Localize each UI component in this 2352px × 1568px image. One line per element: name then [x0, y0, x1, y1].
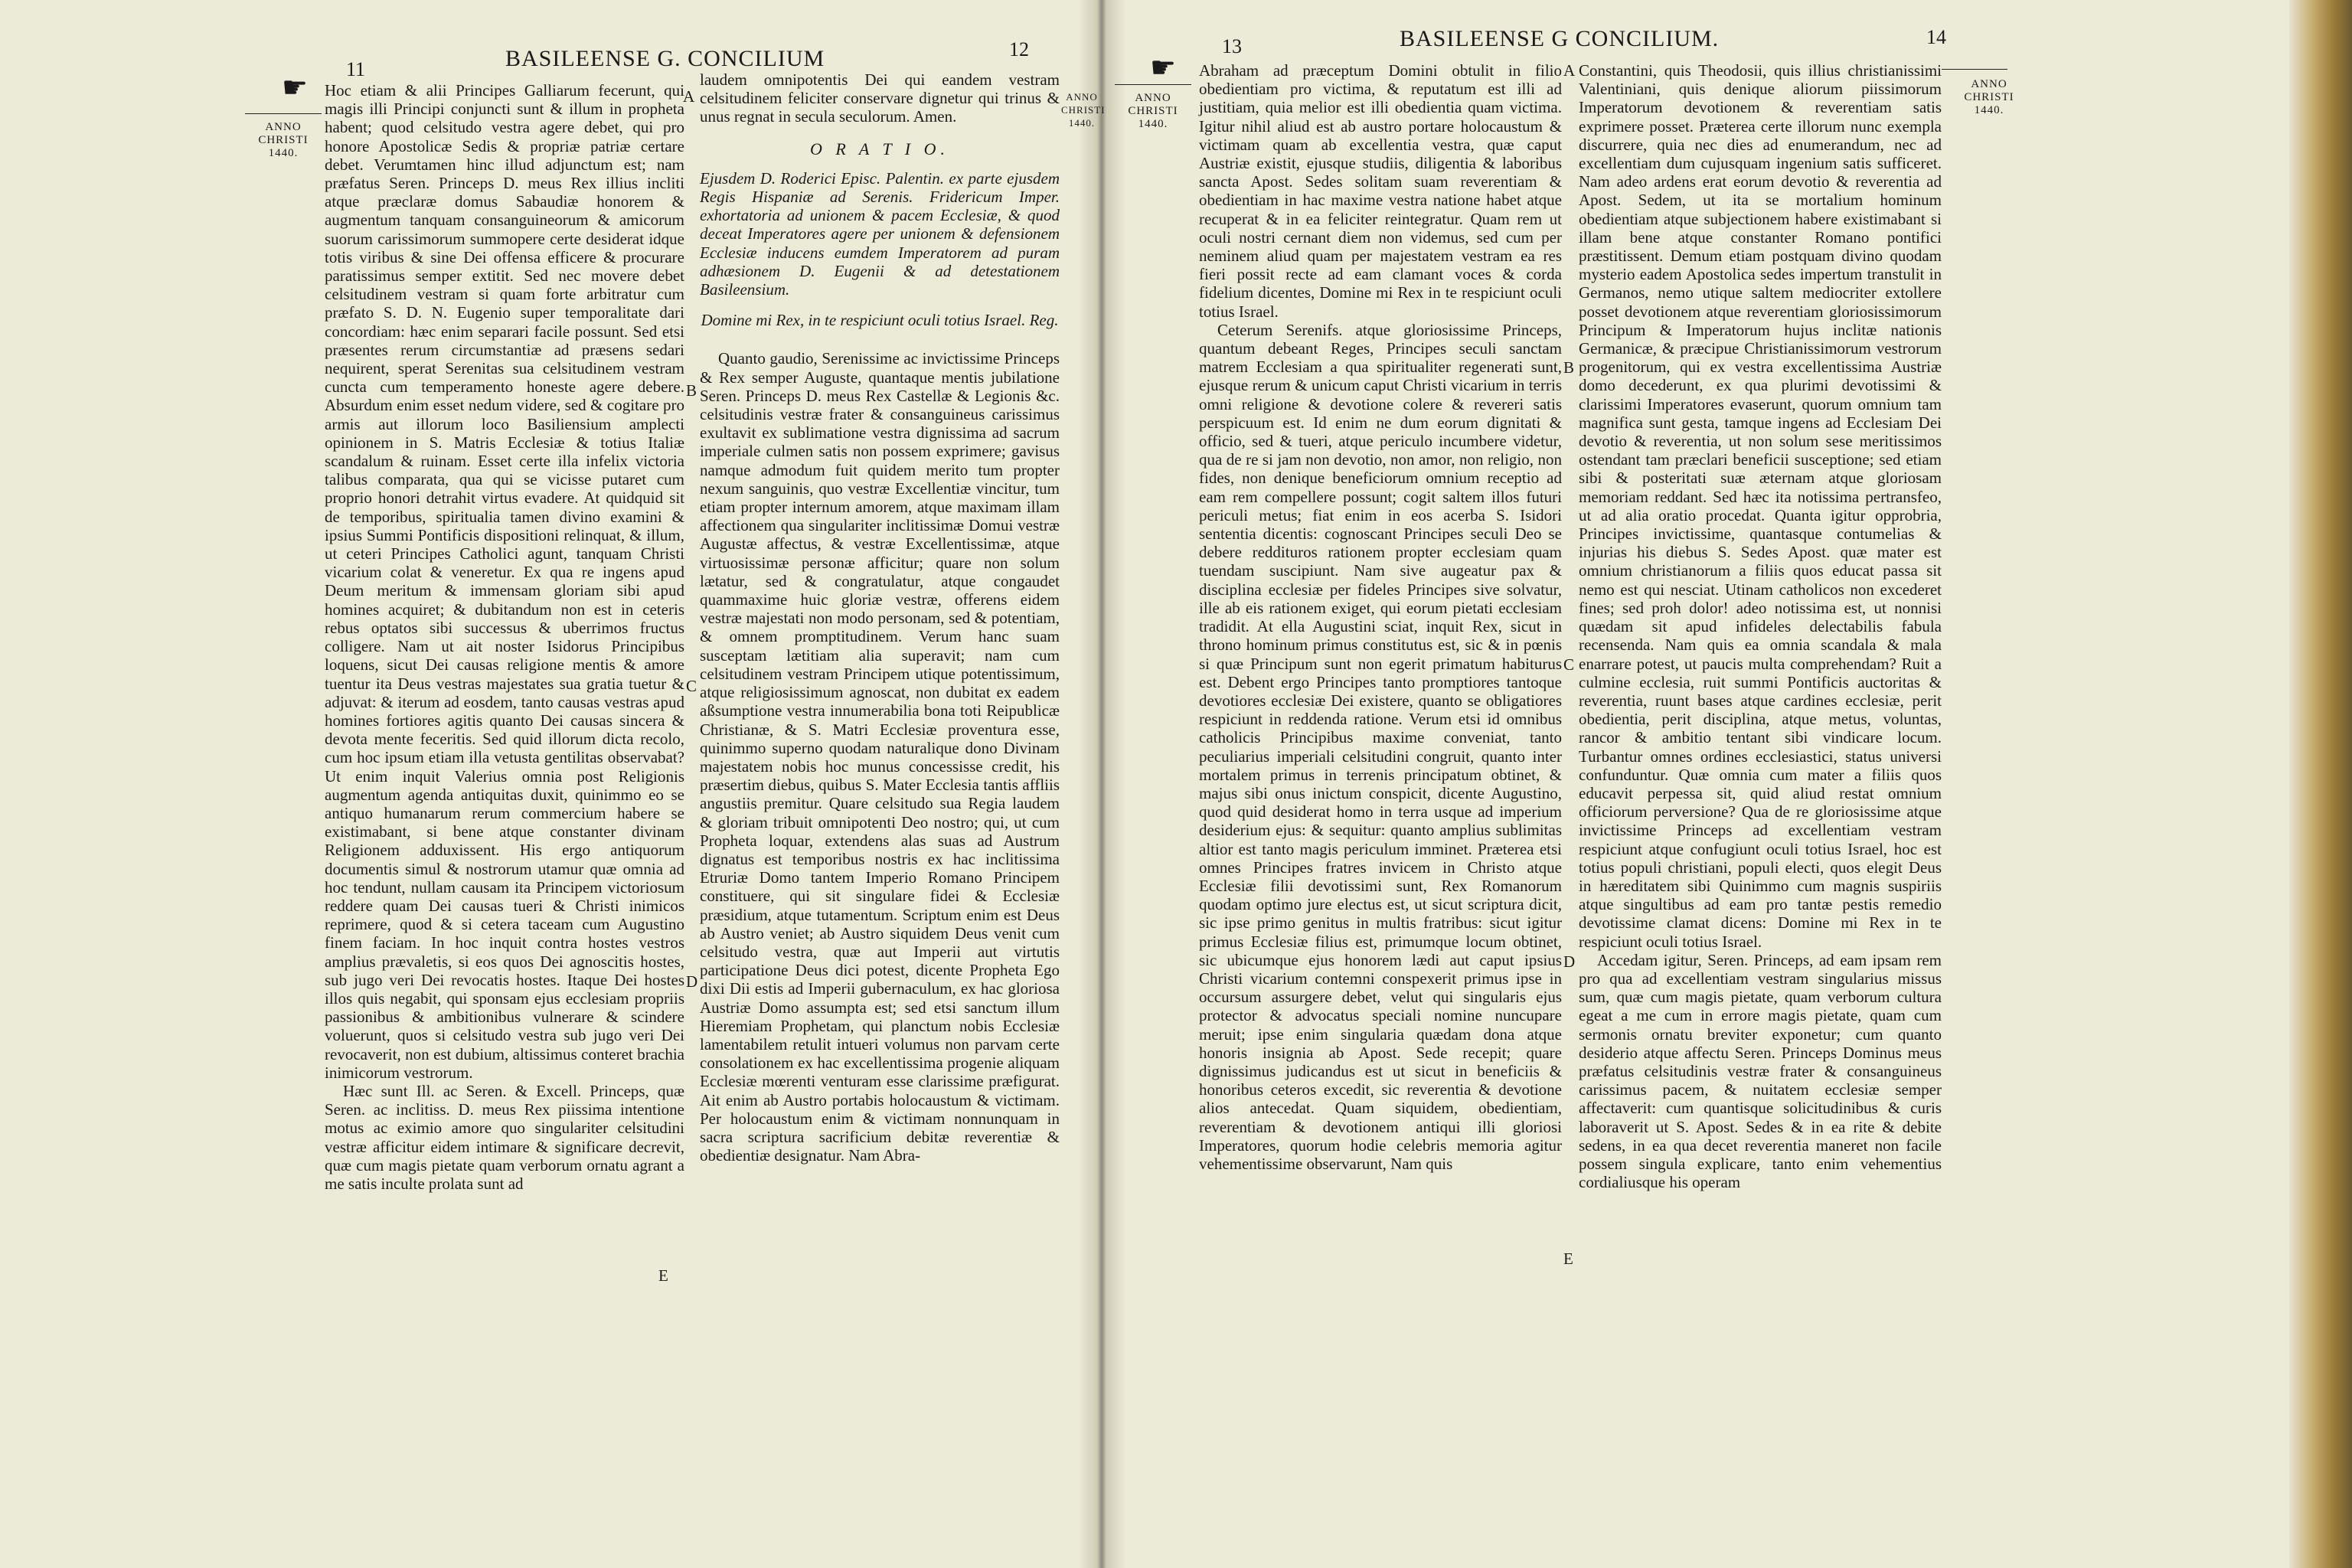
page-number: 13	[1222, 35, 1242, 57]
margin-letter: A	[1563, 61, 1576, 80]
page-number: 11	[346, 58, 366, 80]
paragraph: Abraham ad præceptum Domini obtulit in filio obedientiam pro victima, & reputatum est illi ad justitiam, quia melior est illi obedientia quam victima. Igitur nihil aliud est ab austro portare holocaustum & victimam quam ab excellentia vestra, quæ caput Austriæ existit, ejusque studiis, diligentia & laboribus sancta Apost. Sedes solitam suam reverentiam & obedientiam in hac maxime vestra natione habet atque recuperat & in ea feliciter reintegratur. Quam rem ut oculi nostri cernant diem non videmus, sed cum per neminem aliud quam per majestatem vestram ea res fieri possit recte ad eam clamant voces & corda fidelium dicentes, Domine mi Rex in te respiciunt oculi totius Israel.	[1199, 61, 1562, 321]
left-column	[325, 81, 684, 1193]
paragraph: Constantini, quis Theodosii, quis illius christianissimi Valentiniani, quis denique aliorum piissimorum Imperatorum devotionem & reverentiam satis exprimere posset. Præterea certe illorum nunc exempla discurrere, quia nec dies ad enumerandum, nec ad excellentiam dum cujusquam ingenium satis sufficeret. Nam adeo ardens erat eorum devotio & reverentia ad Apost. Sedem, ut ita se mortalium hominum obedientiam atque subjectionem habere existimabant si illam bene atque constanter Romano pontifici præstitissent. Demum etiam postquam divino quodam mysterio eadem Apostolica sedes impertum transtulit in Germanos, nemo utique saltem mediocriter extollere posset devotionem atque reverentiam gloriosissimorum Principum & Imperatorum hujus inclitæ nationis Germanicæ, & præcipue Christianissimorum vestrorum progenitorum, qui ex vestra excellentissima Austriæ domo decederunt, ex qua plurimi devotissimi & clarissimi Imperatores evaserunt, quorum omnium tam magnifica sunt gesta, tamque ingens ad Ecclesiam Dei devotio & reverentia, ut non solum sese meritissimos ostendant tam præclari beneficii susceptione; sed etiam sibi & posteritati suæ æternam atque gloriosam memoriam reddant. Sed hæc ita notissima pertransfeo, ut ad alia oratio procedat. Quanta igitur opprobria, Principes invictissime, quantasque contumelias & injurias his diebus S. Sedes Apost. quæ mater est omnium christianorum a filiis quos educat passa sit nemo est qui nesciat. Utinam catholicos non excederet fines; sed proh dolor! adeo notissima est, ut nonnisi quædam sit apud infideles delectabilis fabula recensenda. Nam quis ea omnia scandala & mala enarrare potest, ut paucis multa comprehendam? Ruit a culmine ecclesia, ruit summi Pontificis auctoritas & reverentia, ruunt bases atque cardines ecclesiæ, perit obedientia, perit disciplina, atque metus, voluntas, rancor & ambitio tentant sibi vindicare locum. Turbantur omnes ordines ecclesiastici, status universi confunduntur. Quæ omnia cum mater a filiis quos educavit perpessa sit, quid aliud restat omnium officiorum perversione? Qua de re gloriosissime atque invictissime Princeps ad excellentiam vestram respiciunt atque confugiunt oculi totius Israel, hoc est totius populi christiani, populi electi, quos elegit Deus in hæreditatem sibi Quinimmo cum magnis suspiriis atque singultibus ad eam pro tantæ pestis remedio devotissime clamat dicens: Domine mi Rex in te respiciunt oculi totius Israel.	[1579, 61, 1942, 951]
paragraph: Quanto gaudio, Serenissime ac invictissime Princeps & Rex semper Auguste, quantaque mentis jubilatione Seren. Princeps D. meus Rex Castellæ & Legionis &c. celsitudinis vestræ frater & consanguineus carissimus exultavit ex sublimatione vestra dignissima ad sacrum imperiale culmen satis non possem exprimere; gavisus namque admodum fuit quidem merito tum propter nexum sanguinis, quo vestræ Excellentiæ vincitur, tum etiam propter internum amorem, atque maximam illam affectionem qua singulariter inclitissimæ Domui vestræ Augustæ affectus, & vestræ Excellentissimæ, atque virtuosissimæ personæ afficitur; quare non solum lætatur, sed & congratulatur, atque congaudet quammaxime huic gloriæ vestræ, offerens eidem vestræ majestati non modo personam, sed & potentiam, & omnem promptitudinem. Verum hanc suam susceptam lætitiam alia superavit; nam cum celsitudinem vestram Principem utique potentissimum, atque religiosissimum agnoscat, non dubitat ex eadem aßsumptione vestra innumerabilia bona toti Reipublicæ Christianæ, & S. Matri Ecclesiæ proventura esse, quinimmo superno quodam naturalique dono Divinam majestatem nobis hoc munus concessisse credit, his præsertim diebus, quibus S. Mater Ecclesia tantis affliis angustiis premitur. Quare celsitudo sua Regia laudem & gloriam tribuit omnipotenti Deo nostro; qui, ut cum Propheta loquar, extendens alas suas ad Austrum dignatus est temporibus nostris ex hac inclitissima Etruriæ Domo tantem Imperio Romano Principem constituere, qui sit singulare fidei & Ecclesiæ præsidium, atque tutamentum. Scriptum enim est Deus ab Austro veniet; ab Austro siquidem Deus venit cum celsitudo vestra, quæ aut Imperii aut virtutis participatione Deus dici potest, dicente Propheta Ego dixi Dii estis ad Imperii gubernaculum, ex hac gloriosa Austriæ Domo assumpta est; sed etsi sanctum illum Hieremiam Prophetam, qui planctum nobis Ecclesiæ lamentabilem retulit intueri volumus non parvam certe consolationem ex hac excellentissima progenie aliquam Ecclesiæ mœrenti venturam esse clarissime præfigurat. Ait enim ab Austro portabis holocaustum & victimam. Per holocaustum enim & victimam nonnunquam in sacra scriptura sacrificium debitæ reverentiæ & obedientiæ designatur. Nam Abra-	[700, 349, 1060, 1165]
anno-christi-note: ANNO CHRISTI 1440.	[1128, 92, 1178, 130]
margin-letter: E	[1563, 1250, 1573, 1268]
margin-letter: B	[686, 381, 697, 400]
margin-rule	[1942, 69, 2007, 70]
left-column	[1199, 61, 1562, 1173]
paragraph: Ceterum Serenifs. atque gloriosissime Princeps, quantum debeant Reges, Principes seculi sanctam matrem Ecclesiam a qua spiritualiter regenerati sunt, ejusque rerum & unicum caput Christi vicarium in terris omni religione & devotione colere & revereri satis perspicuum est. Id enim ne dum eorum dignitati & officio, sed & tueri, atque periculo incumbere videtur, qua de re si jam non devotio, non amor, non religio, non fides, non denique beneficiorum omnium receptio ad eam rem compellere possunt; cogit saltem illos futuri periculi metus; fiat enim in eos acerba S. Isidori sententia dicentis: cognoscant Principes seculi Deo se debere reddituros rationem propter ecclesiam quam tuendam suscipiunt. Nam sive augeatur pax & disciplina ecclesiæ per fideles Principes sive solvatur, ille ab eis rationem exiget, qui eorum pietati ecclesiam tradidit. At ella Augustini sciat, inquit Rex, sicut in throno hominum primus constitutus est, sic & in pœnis si quæ Principum sunt non egerit primatum habiturus est. Debent ergo Principes tanto promptiores tantoque devotiores ecclesiæ Dei existere, quanto se obligatiores respiciunt in reddenda ratione. Verum etsi id omnibus catholicis Principibus maxime conveniat, tanto peculiarius imperiali celsitudini congruit, quanto inter mortalem primus in terrenis principatum obtinet, & majus sibi onus inictum conspicit, dicente Augustino, quod quid desiderat homo in terra usque ad imperium desiderium ejus: & sequitur: quanto amplius sublimitas altior est tanto magis periculum imminet. Præterea etsi omnes Principes fratres invicem in Christo atque Ecclesiæ filii devotissimi sunt, Rex Romanorum quodam optimo jure electus est, ut sicut scriptura dicit, sic ipse primo genitus in multis fratribus: sicut igitur primus Ecclesiæ filius est, primumque locum obtinet, sic ubicumque ejus honorem lædi aut caput ipsius Christi vicarium contemni conspexerit primus ipse in occursum assurgere debet, velut qui singularis ejus protector & advocatus speciali nomine nuncupare meruit; ipse enim singularia quædam dona atque honoris insignia ab Apost. Sede recepit; quare dignissimus judicandus est ut sicut in beneficiis & honoribus ceteros excedit, sic reverentia & devotione alios antecedat. Quam siquidem, obedientiam, reverentiam & devotionem antiqui illi gloriosi Imperatores, quorum hodie celebris memoria agitur vehementissime observarunt, Nam quis	[1199, 320, 1562, 1173]
margin-letter: D	[686, 972, 698, 991]
margin-rule	[1115, 84, 1191, 85]
oration-rubric: Ejusdem D. Roderici Episc. Palentin. ex parte ejusdem Regis Hispaniæ ad Serenis. Fridericum Imper. exhortatoria ad unionem & pacem Ecclesiæ, & quod deceat Imperatores agere per unionem & defensionem Ecclesiæ inducens eumdem Imperatorem ad puram adhæsionem D. Eugenii & ad detestationem Basileensium.	[700, 168, 1060, 299]
margin-letter: C	[1563, 655, 1575, 674]
paragraph: laudem omnipotentis Dei qui eandem vestram celsitudinem feliciter conservare dignetur qui trinus & unus regnat in secula seculorum. Amen.	[700, 70, 1060, 126]
paragraph: Hæc sunt Ill. ac Seren. & Excell. Princeps, quæ Seren. ac inclitiss. D. meus Rex piissima intentione motus ac eximio amore quo singulariter celsitudini vestræ afficitur eidem intimare & significare decrevit, quæ cum magis pietate quam verborum ornatu agrant a me satis inculte prolata sunt ad	[325, 1081, 684, 1193]
margin-rule	[245, 113, 322, 114]
pointing-hand-icon: ☛	[282, 72, 309, 104]
oration-title: O R A T I O.	[809, 139, 950, 158]
margin-letter: B	[1563, 358, 1575, 377]
pointing-hand-icon: ☛	[1150, 52, 1177, 84]
running-head: BASILEENSE G. CONCILIUM	[505, 46, 825, 71]
margin-letter: E	[658, 1266, 668, 1285]
anno-christi-note: ANNO CHRISTI 1440.	[1061, 91, 1106, 129]
oration-salutation: Domine mi Rex, in te respiciunt oculi totius Israel. Reg.	[701, 311, 1059, 330]
page-number: 14	[1926, 26, 1946, 48]
margin-letter: C	[686, 677, 697, 695]
running-head: BASILEENSE G CONCILIUM.	[1400, 26, 1720, 51]
right-column	[1579, 61, 1942, 1191]
paragraph: Accedam igitur, Seren. Princeps, ad eam ipsam rem pro qua ad excellentiam vestram singularius missus sum, quæ cum magis pietate, quam verborum cultura egeat a me cum in errore magis pietate, quam cum sermonis ornatu breviter exponetur; cum quanto desiderio atque affectu Seren. Princeps Dominus meus præfatus celsitudinis vestræ frater & consanguineus carissimus pacem, & nuitatem ecclesiæ semper affectaverit: cum quantisque solicitudinibus & curis laboraverit ut S. Apost. Sedes & in ea rite & debite sedens, in ea qua decet reverentia maneret non facile possem singula explicare, tanto enim vehementius cordialiusque his operam	[1579, 950, 1942, 1192]
paragraph: Hoc etiam & alii Principes Galliarum fecerunt, qui magis illi Principi conjuncti sunt & illum in propheta habent; quod celsitudo vestra agere debet, qui pro honore Apostolicæ Sedis & propriæ patriæ certare debet. Verumtamen hinc illud adjunctum est; nam præfatus Seren. Princeps D. meus Rex illius incliti atque præclaræ domus Sabaudiæ honorem & augmentum tanquam consanguineorum & amicorum suorum carissimorum summopere certe desiderat idque totis viribus & sine Dei offensa efficere & procurare paratissimus semper extitit. Sed nec movere debet celsitudinem vestram si quam forte arbitratur cum præfato S. D. N. Eugenio super temporalitate dari concordiam: hæc enim separari facile possunt. Sed etsi præsentes rerum circumstantiæ ad præsens sedari nequirent, sperat Serenitas sua celsitudinem vestram cuncta cum temperamento honeste agere debere. Absurdum enim esset nedum videre, sed & cogitare pro armis aut illorum loco Basiliensium amplecti opinionem in S. Matris Ecclesiæ & totius Italiæ scandalum & ruinam. Esset certe illa infelix victoria talibus comparata, qua qui se vicisse putaret cum proprio honori detrahit virtus evadere. At quidquid sit de temporibus, spiritualia tamen divino examini & ipsius Summi Pontificis dispositioni relinquat, & illum, ut ceteri Principes Catholici agunt, tanquam Christi vicarium colat & veneretur. Ex qua re ingens apud Deum meritum & immensam gloriam sibi apud homines acquiret; & dubitandum non est in ceteris rebus optatos sibi successus & uberrimos fructus colligere. Nam ut ait noster Isidorus Principibus loquens, sicut Dei causas religione mentis & amore tuentur ita Deus vestras majestates sua gratia tuetur & adjuvat: & iterum ad eosdem, tanto causas vestras apud homines fortiores agitis quanto Dei causas sincera & devota mente feceritis. Sed quid illorum dicta recolo, cum hoc ipsum etiam illa vetusta gentilitas observabat? Ut enim inquit Valerius omnia post Religionis augmentum agenda antiquitas duxit, quinimmo eo se antiquo humanarum rerum commercium habere se existimabant, si bene atque constanter divinam Religionem adduxissent. His ergo antiquorum documentis simul & nostrorum utamur quæ omnia ad hoc tendunt, nullam causam ita Principem victoriosum reddere quam Dei causas tueri & Christi inimicos reprimere, quod & si cetera taceam cum Augustino finem faciam. In hoc inquit contra hostes vestros amplius prævaletis, si eos quos Dei agnoscitis hostes, sub jugo veri Dei revocatis hostes. Itaque Dei hostes illos quis negabit, qui sponsam ejus ecclesiam propriis passionibus & ambitionibus vulnerare & scindere voluerunt, quos si celsitudo vestra sub jugo veri Dei revocaverit, non est dubium, altissimus conteret brachia inimicorum vestrorum.	[325, 81, 684, 1082]
page-number: 12	[1009, 38, 1029, 60]
right-column	[700, 70, 1060, 1165]
margin-letter: D	[1563, 952, 1576, 971]
margin-letter: A	[683, 87, 695, 106]
anno-christi-note: ANNO CHRISTI 1440.	[1964, 78, 2014, 116]
right-page	[1099, 0, 2352, 1568]
left-page	[0, 0, 1106, 1568]
anno-christi-note: ANNO CHRISTI 1440.	[258, 121, 309, 159]
